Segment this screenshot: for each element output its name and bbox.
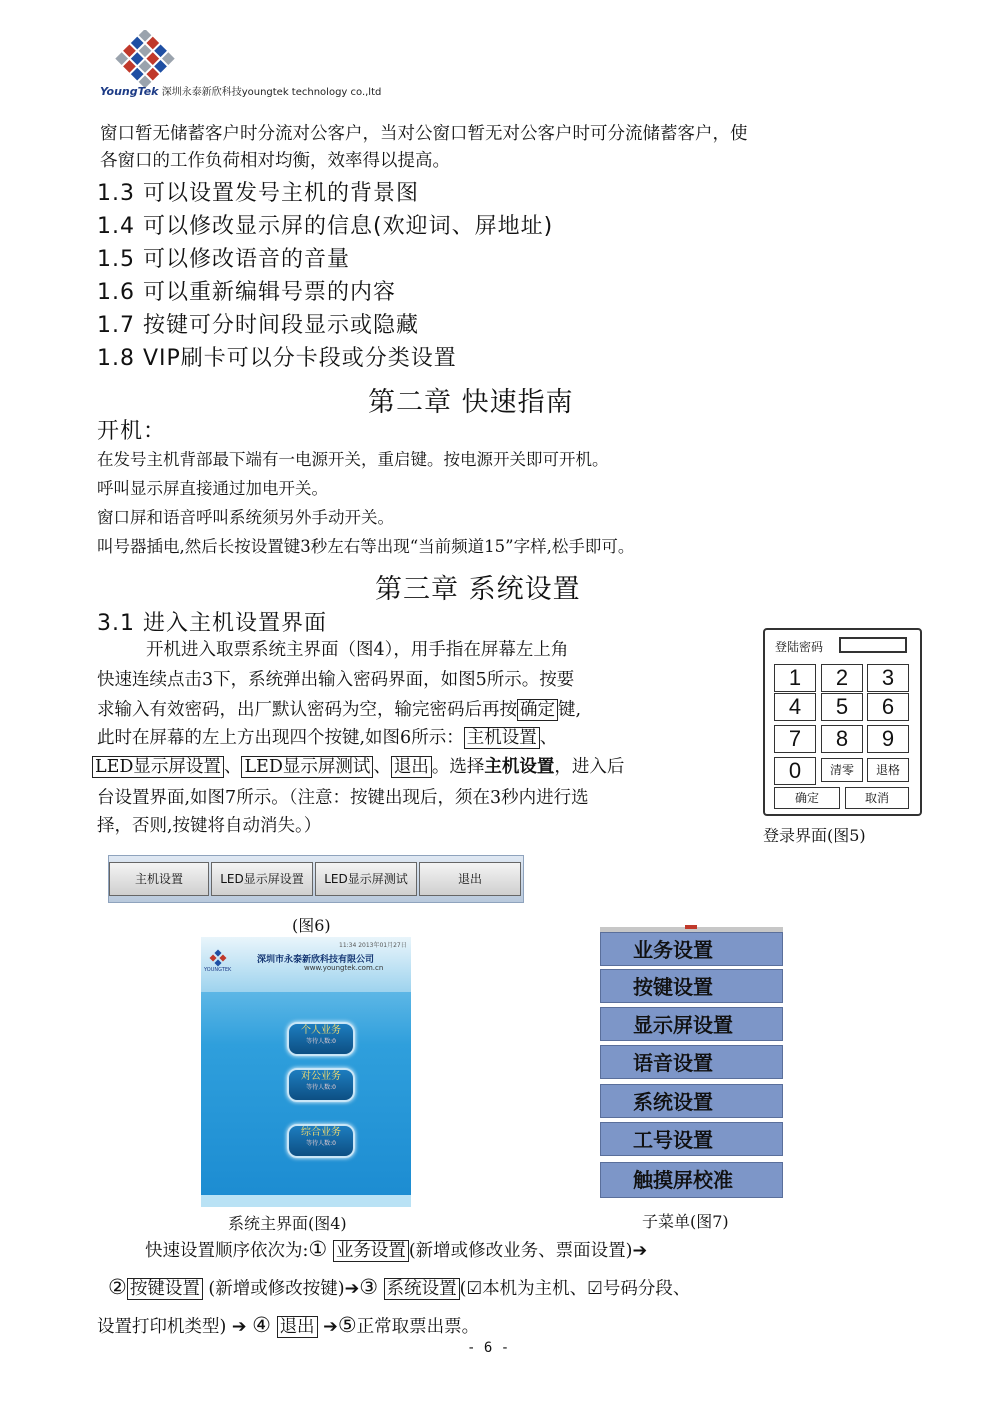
key-3[interactable]: 3 [867, 664, 909, 692]
logo-brand: YoungTek [100, 85, 159, 98]
service-corporate-button[interactable]: 对公业务 等待人数:0 [287, 1068, 355, 1102]
fig4-logo-icon [207, 949, 229, 967]
submenu-system-settings[interactable]: 系统设置 [600, 1084, 783, 1118]
chapter2-line-4: 叫号器插电,然后长按设置键3秒左右等出现“当前频道15”字样,松手即可。 [97, 537, 635, 556]
key-4[interactable]: 4 [774, 693, 816, 721]
service-personal-button[interactable]: 个人业务 等待人数:0 [287, 1022, 355, 1056]
fig6-menubar [108, 855, 524, 903]
chapter2-line-3: 窗口屏和语音呼叫系统须另外手动开关。 [97, 508, 394, 527]
confirm-key-ref: 确定 [517, 699, 558, 721]
submenu-business-settings[interactable]: 业务设置 [600, 932, 783, 966]
feature-1-6: 1.6 可以重新编辑号票的内容 [97, 280, 396, 305]
fig4-logo-text: YOUNGTEK [204, 967, 232, 973]
host-settings-ref: 主机设置 [464, 727, 540, 749]
feature-1-3: 1.3 可以设置发号主机的背景图 [97, 181, 419, 206]
key-5[interactable]: 5 [821, 693, 863, 721]
checkbox-icon: ☑ [587, 1279, 603, 1299]
fig7-caption: 子菜单(图7) [642, 1212, 729, 1231]
host-settings-button[interactable]: 主机设置 [109, 862, 209, 896]
arrow-icon: ➔ [323, 1317, 338, 1337]
ch3-para-line-3: 求输入有效密码，出厂默认密码为空，输完密码后再按 确定 键, [97, 700, 582, 720]
service-general-button[interactable]: 综合业务 等待人数:0 [287, 1124, 355, 1158]
arrow-icon: ➔ [344, 1279, 360, 1299]
cancel-button[interactable]: 取消 [845, 787, 909, 809]
key-0[interactable]: 0 [774, 757, 816, 785]
login-panel [763, 628, 922, 816]
fig4-caption: 系统主界面(图4) [228, 1214, 347, 1233]
key-2[interactable]: 2 [821, 664, 863, 692]
feature-1-5: 1.5 可以修改语音的音量 [97, 247, 350, 272]
feature-1-7: 1.7 按键可分时间段显示或隐藏 [97, 313, 419, 338]
key-6[interactable]: 6 [867, 693, 909, 721]
company-logo [100, 30, 190, 90]
ch3-para-line-5: LED显示屏设置 、 LED显示屏测试 、 退出 。选择主机设置，进入后 [92, 754, 624, 781]
exit-ref: 退出 [391, 756, 432, 778]
logo-diamond-icon [100, 30, 190, 90]
login-title: 登陆密码 [775, 640, 824, 654]
ch3-para-line-6: 台设置界面,如图7所示。（注意：按键出现后，须在3秒内进行选 [97, 788, 589, 808]
key-8[interactable]: 8 [821, 725, 863, 753]
submenu-touch-calibration[interactable]: 触摸屏校准 [600, 1162, 783, 1198]
submenu-display-settings[interactable]: 显示屏设置 [600, 1007, 783, 1041]
key-9[interactable]: 9 [867, 725, 909, 753]
submenu-voice-settings[interactable]: 语音设置 [600, 1045, 783, 1079]
chapter2-line-1: 在发号主机背部最下端有一电源开关，重启键。按电源开关即可开机。 [97, 450, 609, 469]
chapter2-title: 第二章 快速指南 [368, 387, 574, 418]
step-exit: 退出 [277, 1316, 318, 1338]
intro-line-2: 各窗口的工作负荷相对均衡，效率得以提高。 [100, 151, 450, 171]
feature-1-4: 1.4 可以修改显示屏的信息(欢迎词、屏地址) [97, 214, 554, 239]
fig7-red-mark [685, 925, 697, 929]
step-business-settings: 业务设置 [333, 1240, 409, 1262]
password-field[interactable] [839, 637, 907, 653]
page-number: - 6 - [467, 1340, 510, 1356]
led-settings-ref: LED显示屏设置 [92, 756, 224, 778]
quick-setup-line-2: ② 按键设置 (新增或修改按键)➔③ 系统设置 (☑本机为主机、☑号码分段、 [108, 1275, 691, 1299]
led-test-button[interactable]: LED显示屏测试 [315, 862, 417, 896]
submenu-key-settings[interactable]: 按键设置 [600, 969, 783, 1003]
intro-line-1: 窗口暂无储蓄客户时分流对公客户，当对公窗口暂无对公客户时可分流储蓄客户，使 [100, 124, 748, 144]
exit-button[interactable]: 退出 [419, 862, 521, 896]
clear-key[interactable]: 清零 [821, 758, 863, 782]
quick-setup-line-1: 快速设置顺序依次为:① 业务设置 (新增或修改业务、票面设置)➔ [145, 1237, 648, 1261]
arrow-icon: ➔ [632, 1241, 648, 1261]
fig6-caption: (图6) [292, 916, 331, 935]
feature-1-8: 1.8 VIP刷卡可以分卡段或分类设置 [97, 346, 457, 371]
fig4-company: 深圳市永泰新欣科技有限公司 [257, 955, 375, 965]
ch3-para-line-1: 开机进入取票系统主界面（图4），用手指在屏幕左上角 [146, 640, 569, 660]
ch3-para-line-4: 此时在屏幕的左上方出现四个按键,如图6所示： 主机设置 、 [97, 728, 558, 748]
key-7[interactable]: 7 [774, 725, 816, 753]
led-test-ref: LED显示屏测试 [241, 756, 373, 778]
arrow-icon: ➔ [231, 1317, 247, 1337]
chapter3-title: 第三章 系统设置 [375, 574, 581, 605]
section-3-1-title: 3.1 进入主机设置界面 [97, 611, 327, 636]
step-system-settings: 系统设置 [384, 1278, 460, 1300]
fig4-website: www.youngtek.com.cn [304, 964, 384, 972]
ch3-para-line-7: 择，否则,按键将自动消失。） [97, 816, 322, 836]
checkbox-icon: ☑ [466, 1279, 483, 1299]
fig5-caption: 登录界面(图5) [763, 826, 866, 845]
header-company-line: YoungTek 深圳永泰新欣科技youngtek technology co.,ltd [100, 85, 382, 98]
ch3-para-line-2: 快速连续点击3下，系统弹出输入密码界面，如图5所示。按要 [97, 670, 575, 690]
chapter2-subhead: 开机： [97, 419, 167, 444]
chapter2-line-2: 呼叫显示屏直接通过加电开关。 [97, 479, 328, 498]
quick-setup-line-3: 设置打印机类型) ➔ ④ 退出 ➔⑤正常取票出票。 [97, 1313, 480, 1337]
led-settings-button[interactable]: LED显示屏设置 [211, 862, 313, 896]
fig4-datetime: 11:34 2013年01月27日 [339, 942, 407, 949]
fig4-footer [201, 1195, 411, 1207]
ok-button[interactable]: 确定 [774, 787, 840, 809]
backspace-key[interactable]: 退格 [867, 758, 909, 782]
step-key-settings: 按键设置 [127, 1278, 203, 1300]
submenu-staff-id-settings[interactable]: 工号设置 [600, 1122, 783, 1156]
key-1[interactable]: 1 [774, 664, 816, 692]
